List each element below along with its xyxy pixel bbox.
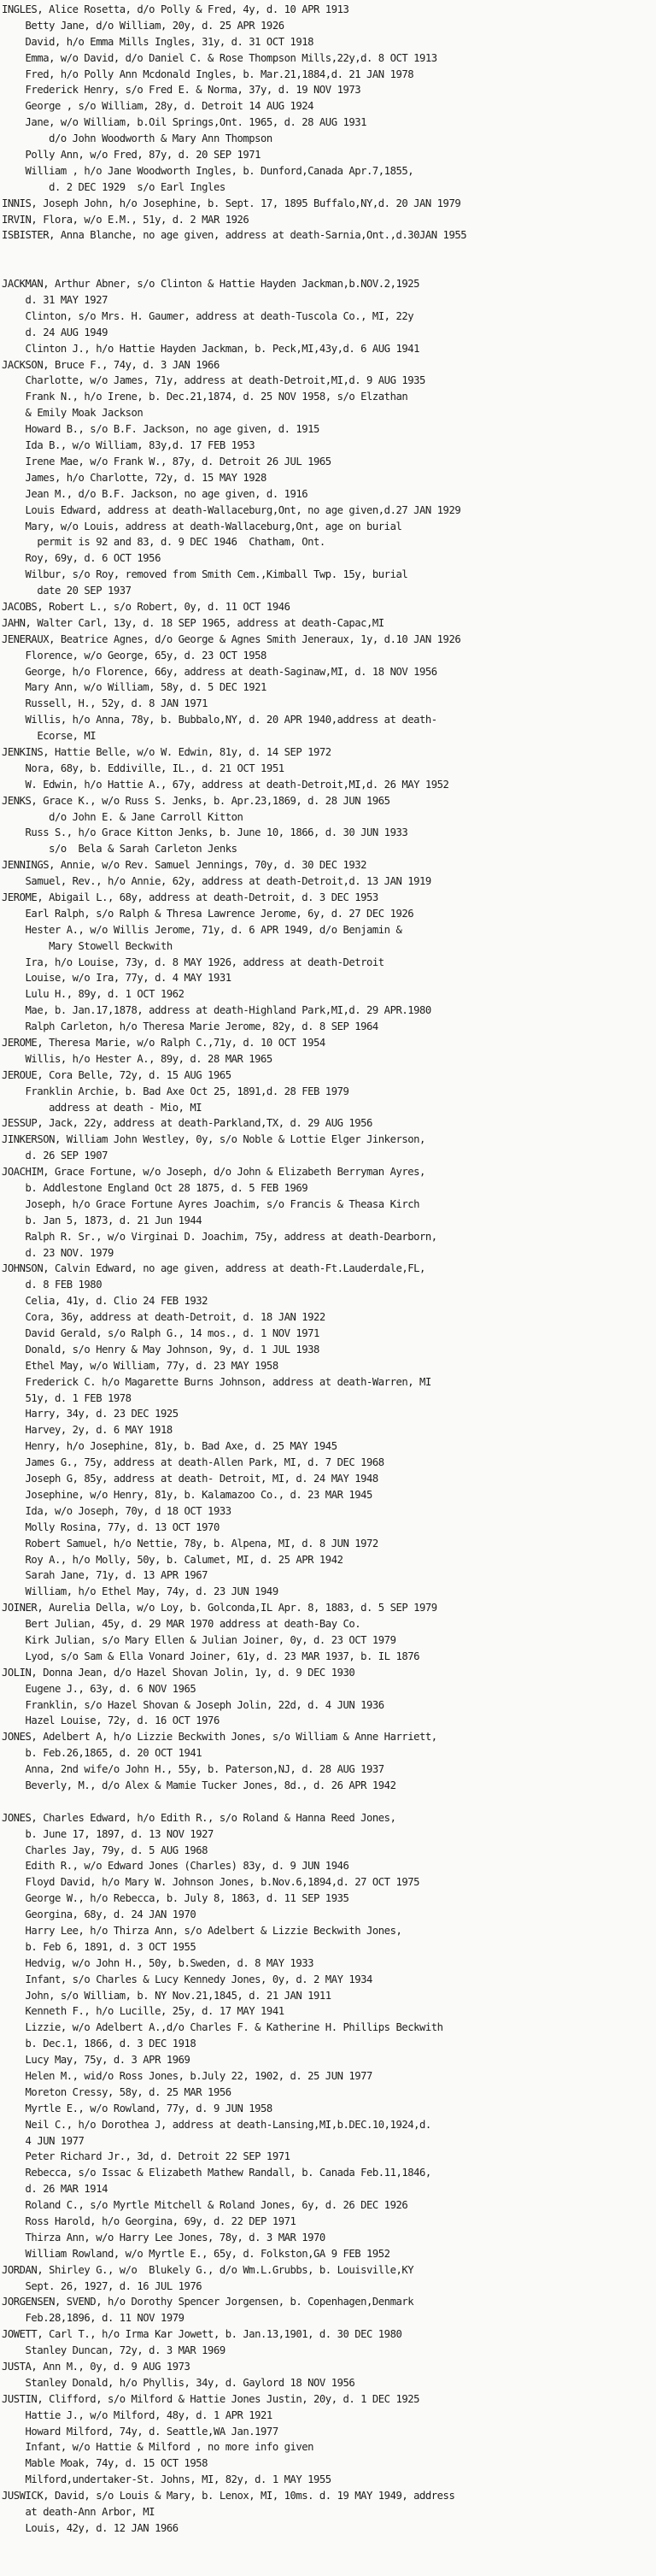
record-line: Donald, s/o Henry & May Johnson, 9y, d. 1 JUL 1938 <box>2 1343 319 1356</box>
record-line: Georgina, 68y, d. 24 JAN 1970 <box>2 1908 196 1921</box>
record-line: Betty Jane, d/o William, 20y, d. 25 APR 1926 <box>2 19 284 32</box>
record-line: Ralph R. Sr., w/o Virginai D. Joachim, 75y, address at death-Dearborn, <box>2 1230 437 1243</box>
record-line: Ethel May, w/o William, 77y, d. 23 MAY 1958 <box>2 1359 278 1372</box>
record-line: b. Feb.26,1865, d. 20 OCT 1941 <box>2 1747 202 1760</box>
record-line: Frank N., h/o Irene, b. Dec.21,1874, d. 25 NOV 1958, s/o Elzathan <box>2 391 408 403</box>
record-line: Willis, h/o Anna, 78y, b. Bubbalo,NY, d. 20 APR 1940,address at death- <box>2 714 437 726</box>
record-line: JOINER, Aurelia Della, w/o Loy, b. Golconda,IL Apr. 8, 1883, d. 5 SEP 1979 <box>2 1602 437 1614</box>
record-line: Hester A., w/o Willis Jerome, 71y, d. 6 APR 1949, d/o Benjamin & <box>2 923 402 936</box>
record-line: Hattie J., w/o Milford, 48y, d. 1 APR 1921 <box>2 2408 272 2421</box>
record-line: Fred, h/o Polly Ann Mcdonald Ingles, b. Mar.21,1884,d. 21 JAN 1978 <box>2 68 414 80</box>
record-line: Mary Stowell Beckwith <box>2 939 173 952</box>
record-line: d. 31 MAY 1927 <box>2 294 108 307</box>
record-line: William , h/o Jane Woodworth Ingles, b. Dunford,Canada Apr.7,1855, <box>2 164 414 177</box>
record-line: JOACHIM, Grace Fortune, w/o Joseph, d/o John & Elizabeth Berryman Ayres, <box>2 1166 425 1179</box>
record-line: Infant, w/o Hattie & Milford , no more info given <box>2 2441 314 2454</box>
record-line: Stanley Duncan, 72y, d. 3 MAR 1969 <box>2 2344 226 2357</box>
record-line: JUSTIN, Clifford, s/o Milford & Hattie Jones Justin, 20y, d. 1 DEC 1925 <box>2 2392 420 2405</box>
record-line: Mable Moak, 74y, d. 15 OCT 1958 <box>2 2457 208 2470</box>
record-line: David Gerald, s/o Ralph G., 14 mos., d. 1 NOV 1971 <box>2 1327 319 1340</box>
record-line: d. 23 NOV. 1979 <box>2 1246 114 1259</box>
record-line: Ralph Carleton, h/o Theresa Marie Jerome, 82y, d. 8 SEP 1964 <box>2 1020 378 1033</box>
record-line: Mary Ann, w/o William, 58y, d. 5 DEC 1921 <box>2 681 266 694</box>
record-line: b. Feb 6, 1891, d. 3 OCT 1955 <box>2 1940 196 1953</box>
record-line: JACKSON, Bruce F., 74y, d. 3 JAN 1966 <box>2 358 220 371</box>
record-line: Clinton J., h/o Hattie Hayden Jackman, b. Peck,MI,43y,d. 6 AUG 1941 <box>2 342 420 355</box>
record-line: Louis Edward, address at death-Wallaceburg,Ont, no age given,d.27 JAN 1929 <box>2 503 461 516</box>
record-line: Roland C., s/o Myrtle Mitchell & Roland Jones, 6y, d. 26 DEC 1926 <box>2 2199 408 2212</box>
record-line: d. 24 AUG 1949 <box>2 326 108 338</box>
record-line <box>2 244 653 260</box>
record-line: Floyd David, h/o Mary W. Johnson Jones, b.Nov.6,1894,d. 27 OCT 1975 <box>2 1876 420 1889</box>
record-line: JINKERSON, William John Westley, 0y, s/o Noble & Lottie Elger Jinkerson, <box>2 1133 425 1146</box>
record-line: Franklin, s/o Hazel Shovan & Joseph Jolin, 22d, d. 4 JUN 1936 <box>2 1698 384 1711</box>
record-line: JENKINS, Hattie Belle, w/o W. Edwin, 81y, d. 14 SEP 1972 <box>2 745 331 758</box>
record-line: Roy, 69y, d. 6 OCT 1956 <box>2 552 161 565</box>
record-line: David, h/o Emma Mills Ingles, 31y, d. 31 OCT 1918 <box>2 35 314 48</box>
record-line: Mae, b. Jan.17,1878, address at death-Highland Park,MI,d. 29 APR.1980 <box>2 1004 431 1017</box>
record-line: JEROME, Abigail L., 68y, address at death-Detroit, d. 3 DEC 1953 <box>2 891 378 903</box>
record-line: Franklin Archie, b. Bad Axe Oct 25, 1891,d. 28 FEB 1979 <box>2 1085 349 1097</box>
record-line: Robert Samuel, h/o Nettie, 78y, b. Alpena, MI, d. 8 JUN 1972 <box>2 1537 378 1550</box>
record-line: JACKMAN, Arthur Abner, s/o Clinton & Hattie Hayden Jackman,b.NOV.2,1925 <box>2 278 420 291</box>
record-line: Louise, w/o Ira, 77y, d. 4 MAY 1931 <box>2 972 231 985</box>
record-line: William, h/o Ethel May, 74y, d. 23 JUN 1949 <box>2 1585 278 1598</box>
record-line: Frederick C. h/o Magarette Burns Johnson, address at death-Warren, MI <box>2 1375 431 1388</box>
record-line: Irene Mae, w/o Frank W., 87y, d. Detroit 26 JUL 1965 <box>2 455 331 468</box>
record-line: Harry Lee, h/o Thirza Ann, s/o Adelbert & Lizzie Beckwith Jones, <box>2 1924 402 1937</box>
record-line: Myrtle E., w/o Rowland, 77y, d. 9 JUN 1958 <box>2 2102 272 2114</box>
record-line: 51y, d. 1 FEB 1978 <box>2 1391 132 1404</box>
record-line: Ecorse, MI <box>2 730 97 743</box>
record-line: JONES, Adelbert A, h/o Lizzie Beckwith Jones, s/o William & Anne Harriett, <box>2 1731 437 1744</box>
record-line: d/o John E. & Jane Carroll Kitton <box>2 810 243 823</box>
record-line: Ross Harold, h/o Georgina, 69y, d. 22 DEP 1971 <box>2 2215 296 2228</box>
record-line: Anna, 2nd wife/o John H., 55y, b. Paterson,NJ, d. 28 AUG 1937 <box>2 1763 384 1776</box>
record-line: d. 8 FEB 1980 <box>2 1279 102 1291</box>
record-line: s/o Bela & Sarah Carleton Jenks <box>2 843 237 856</box>
record-line: Feb.28,1896, d. 11 NOV 1979 <box>2 2312 184 2325</box>
record-line: permit is 92 and 83, d. 9 DEC 1946 Chatham, Ont. <box>2 536 325 549</box>
record-line: William Rowland, w/o Myrtle E., 65y, d. Folkston,GA 9 FEB 1952 <box>2 2247 390 2260</box>
record-line: Helen M., wid/o Ross Jones, b.July 22, 1902, d. 25 JUN 1977 <box>2 2070 372 2082</box>
record-line: Charles Jay, 79y, d. 5 AUG 1968 <box>2 1844 208 1856</box>
record-line: Molly Rosina, 77y, d. 13 OCT 1970 <box>2 1520 220 1533</box>
record-line: Kenneth F., h/o Lucille, 25y, d. 17 MAY 1941 <box>2 2005 284 2018</box>
record-line: JEROME, Theresa Marie, w/o Ralph C.,71y, d. 10 OCT 1954 <box>2 1037 325 1049</box>
record-line: d. 26 SEP 1907 <box>2 1150 108 1162</box>
record-line: Ira, h/o Louise, 73y, d. 8 MAY 1926, address at death-Detroit <box>2 956 384 968</box>
record-line: Florence, w/o George, 65y, d. 23 OCT 1958 <box>2 649 266 662</box>
record-line: Stanley Donald, h/o Phyllis, 34y, d. Gaylord 18 NOV 1956 <box>2 2376 355 2389</box>
record-line: Harry, 34y, d. 23 DEC 1925 <box>2 1408 179 1420</box>
record-line: John, s/o William, b. NY Nov.21,1845, d. 21 JAN 1911 <box>2 1989 331 2002</box>
record-line: d/o John Woodworth & Mary Ann Thompson <box>2 132 272 145</box>
record-line: Russell, H., 52y, d. 8 JAN 1971 <box>2 697 208 710</box>
record-line: Celia, 41y, d. Clio 24 FEB 1932 <box>2 1295 208 1308</box>
record-line: JOWETT, Carl T., h/o Irma Kar Jowett, b. Jan.13,1901, d. 30 DEC 1980 <box>2 2328 402 2341</box>
record-line: Moreton Cressy, 58y, d. 25 MAR 1956 <box>2 2085 231 2098</box>
record-line: at death-Ann Arbor, MI <box>2 2506 155 2519</box>
record-line: Lyod, s/o Sam & Ella Vonard Joiner, 61y, d. 23 MAR 1937, b. IL 1876 <box>2 1650 420 1662</box>
record-line: Nora, 68y, b. Eddiville, IL., d. 21 OCT 1951 <box>2 762 284 774</box>
record-line: Hedvig, w/o John H., 50y, b.Sweden, d. 8 MAY 1933 <box>2 1956 314 1969</box>
record-line: Kirk Julian, s/o Mary Ellen & Julian Joiner, 0y, d. 23 OCT 1979 <box>2 1633 396 1646</box>
record-line: Eugene J., 63y, d. 6 NOV 1965 <box>2 1682 196 1695</box>
record-line: Charlotte, w/o James, 71y, address at death-Detroit,MI,d. 9 AUG 1935 <box>2 374 425 387</box>
record-line: b. June 17, 1897, d. 13 NOV 1927 <box>2 1827 214 1840</box>
record-line: Earl Ralph, s/o Ralph & Thresa Lawrence Jerome, 6y, d. 27 DEC 1926 <box>2 907 414 920</box>
record-line: Ida B., w/o William, 83y,d. 17 FEB 1953 <box>2 439 255 452</box>
record-line: JESSUP, Jack, 22y, address at death-Parkland,TX, d. 29 AUG 1956 <box>2 1117 372 1130</box>
record-line: Frederick Henry, s/o Fred E. & Norma, 37y, d. 19 NOV 1973 <box>2 84 361 97</box>
record-line: Samuel, Rev., h/o Annie, 62y, address at death-Detroit,d. 13 JAN 1919 <box>2 875 431 888</box>
record-line: d. 2 DEC 1929 s/o Earl Ingles <box>2 180 226 193</box>
record-line: Roy A., h/o Molly, 50y, b. Calumet, MI, d. 25 APR 1942 <box>2 1553 343 1566</box>
record-line <box>2 1794 653 1810</box>
record-line: Mary, w/o Louis, address at death-Wallaceburg,Ont, age on burial <box>2 520 402 532</box>
record-line: b. Dec.1, 1866, d. 3 DEC 1918 <box>2 2038 196 2050</box>
record-line: IRVIN, Flora, w/o E.M., 51y, d. 2 MAR 1926 <box>2 213 249 226</box>
record-line: Beverly, M., d/o Alex & Mamie Tucker Jones, 8d., d. 26 APR 1942 <box>2 1779 396 1791</box>
record-line: JENERAUX, Beatrice Agnes, d/o George & Agnes Smith Jeneraux, 1y, d.10 JAN 1926 <box>2 632 461 645</box>
record-line: 4 JUN 1977 <box>2 2134 85 2147</box>
record-line: JENNINGS, Annie, w/o Rev. Samuel Jennings, 70y, d. 30 DEC 1932 <box>2 859 367 872</box>
record-line: ISBISTER, Anna Blanche, no age given, address at death-Sarnia,Ont.,d.30JAN 1955 <box>2 229 467 242</box>
record-line: JACOBS, Robert L., s/o Robert, 0y, d. 11 OCT 1946 <box>2 600 290 613</box>
record-line: Harvey, 2y, d. 6 MAY 1918 <box>2 1424 173 1437</box>
record-line: JENKS, Grace K., w/o Russ S. Jenks, b. Apr.23,1869, d. 28 JUN 1965 <box>2 794 390 807</box>
record-line: Emma, w/o David, d/o Daniel C. & Rose Thompson Mills,22y,d. 8 OCT 1913 <box>2 51 437 64</box>
record-line: James G., 75y, address at death-Allen Park, MI, d. 7 DEC 1968 <box>2 1456 384 1469</box>
record-line: JORGENSEN, SVEND, h/o Dorothy Spencer Jorgensen, b. Copenhagen,Denmark <box>2 2296 414 2308</box>
record-line: Polly Ann, w/o Fred, 87y, d. 20 SEP 1971 <box>2 149 261 162</box>
record-line: Hazel Louise, 72y, d. 16 OCT 1976 <box>2 1714 220 1727</box>
record-line: & Emily Moak Jackson <box>2 407 144 420</box>
record-line: Jane, w/o William, b.Oil Springs,Ont. 1965, d. 28 AUG 1931 <box>2 116 367 129</box>
record-line: Bert Julian, 45y, d. 29 MAR 1970 address at death-Bay Co. <box>2 1618 361 1631</box>
record-line: JUSWICK, David, s/o Louis & Mary, b. Lenox, MI, 10ms. d. 19 MAY 1949, address <box>2 2490 455 2502</box>
record-line: INNIS, Joseph John, h/o Josephine, b. Sept. 17, 1895 Buffalo,NY,d. 20 JAN 1979 <box>2 197 461 209</box>
record-line: Milford,undertaker-St. Johns, MI, 82y, d. 1 MAY 1955 <box>2 2473 331 2486</box>
record-line: Jean M., d/o B.F. Jackson, no age given, d. 1916 <box>2 487 308 500</box>
record-line: date 20 SEP 1937 <box>2 585 132 597</box>
record-line: Cora, 36y, address at death-Detroit, d. 18 JAN 1922 <box>2 1311 325 1324</box>
record-line: Infant, s/o Charles & Lucy Kennedy Jones, 0y, d. 2 MAY 1934 <box>2 1973 372 1985</box>
record-line: JUSTA, Ann M., 0y, d. 9 AUG 1973 <box>2 2361 190 2373</box>
record-line: George , s/o William, 28y, d. Detroit 14 AUG 1924 <box>2 100 314 113</box>
record-line: JEROUE, Cora Belle, 72y, d. 15 AUG 1965 <box>2 1068 231 1081</box>
record-line: Josephine, w/o Henry, 81y, b. Kalamazoo Co., d. 23 MAR 1945 <box>2 1488 372 1501</box>
record-line: Lizzie, w/o Adelbert A.,d/o Charles F. & Katherine H. Phillips Beckwith <box>2 2021 443 2034</box>
record-line: Sarah Jane, 71y, d. 13 APR 1967 <box>2 1569 208 1582</box>
record-line: Clinton, s/o Mrs. H. Gaumer, address at death-Tuscola Co., MI, 22y <box>2 309 414 322</box>
record-line: b. Addlestone England Oct 28 1875, d. 5 FEB 1969 <box>2 1182 308 1195</box>
record-line: b. Jan 5, 1873, d. 21 Jun 1944 <box>2 1214 202 1226</box>
record-line: Neil C., h/o Dorothea J, address at death-Lansing,MI,b.DEC.10,1924,d. <box>2 2118 431 2131</box>
record-line: Rebecca, s/o Issac & Elizabeth Mathew Randall, b. Canada Feb.11,1846, <box>2 2167 431 2179</box>
record-line: address at death - Mio, MI <box>2 1101 202 1114</box>
record-line: JONES, Charles Edward, h/o Edith R., s/o Roland & Hanna Reed Jones, <box>2 1811 396 1824</box>
record-line: d. 26 MAR 1914 <box>2 2183 108 2196</box>
record-line: JAHN, Walter Carl, 13y, d. 18 SEP 1965, address at death-Capac,MI <box>2 616 384 629</box>
record-line: Howard B., s/o B.F. Jackson, no age given, d. 1915 <box>2 423 319 436</box>
record-line: JOLIN, Donna Jean, d/o Hazel Shovan Jolin, 1y, d. 9 DEC 1930 <box>2 1666 355 1679</box>
record-line: George W., h/o Rebecca, b. July 8, 1863, d. 11 SEP 1935 <box>2 1892 349 1905</box>
record-line: JOHNSON, Calvin Edward, no age given, address at death-Ft.Lauderdale,FL, <box>2 1262 425 1275</box>
record-line: Joseph G, 85y, address at death- Detroit, MI, d. 24 MAY 1948 <box>2 1473 378 1485</box>
record-line: Edith R., w/o Edward Jones (Charles) 83y, d. 9 JUN 1946 <box>2 1860 349 1873</box>
record-line: Lulu H., 89y, d. 1 OCT 1962 <box>2 988 184 1001</box>
record-line: Lucy May, 75y, d. 3 APR 1969 <box>2 2054 190 2067</box>
record-line: Louis, 42y, d. 12 JAN 1966 <box>2 2521 179 2534</box>
record-line: Joseph, h/o Grace Fortune Ayres Joachim, s/o Francis & Theasa Kirch <box>2 1197 420 1210</box>
record-line: Willis, h/o Hester A., 89y, d. 28 MAR 1965 <box>2 1052 272 1065</box>
record-line: Russ S., h/o Grace Kitton Jenks, b. June 10, 1866, d. 30 JUN 1933 <box>2 826 408 839</box>
record-line: JORDAN, Shirley G., w/o Blukely G., d/o Wm.L.Grubbs, b. Louisville,KY <box>2 2263 414 2276</box>
record-line: INGLES, Alice Rosetta, d/o Polly & Fred, 4y, d. 10 APR 1913 <box>2 3 349 15</box>
record-line: Henry, h/o Josephine, 81y, b. Bad Axe, d. 25 MAY 1945 <box>2 1440 337 1453</box>
record-line: Ida, w/o Joseph, 70y, d 18 OCT 1933 <box>2 1504 231 1517</box>
record-line: Peter Richard Jr., 3d, d. Detroit 22 SEP 1971 <box>2 2150 290 2163</box>
record-line: W. Edwin, h/o Hattie A., 67y, address at death-Detroit,MI,d. 26 MAY 1952 <box>2 778 449 791</box>
record-line: Sept. 26, 1927, d. 16 JUL 1976 <box>2 2279 202 2292</box>
record-line: James, h/o Charlotte, 72y, d. 15 MAY 1928 <box>2 471 266 484</box>
record-line <box>2 260 653 276</box>
record-line: Thirza Ann, w/o Harry Lee Jones, 78y, d. 3 MAR 1970 <box>2 2231 325 2244</box>
record-line: Wilbur, s/o Roy, removed from Smith Cem.,Kimball Twp. 15y, burial <box>2 568 408 581</box>
record-line: George, h/o Florence, 66y, address at death-Saginaw,MI, d. 18 NOV 1956 <box>2 665 437 678</box>
record-line: Howard Milford, 74y, d. Seattle,WA Jan.1977 <box>2 2425 278 2438</box>
